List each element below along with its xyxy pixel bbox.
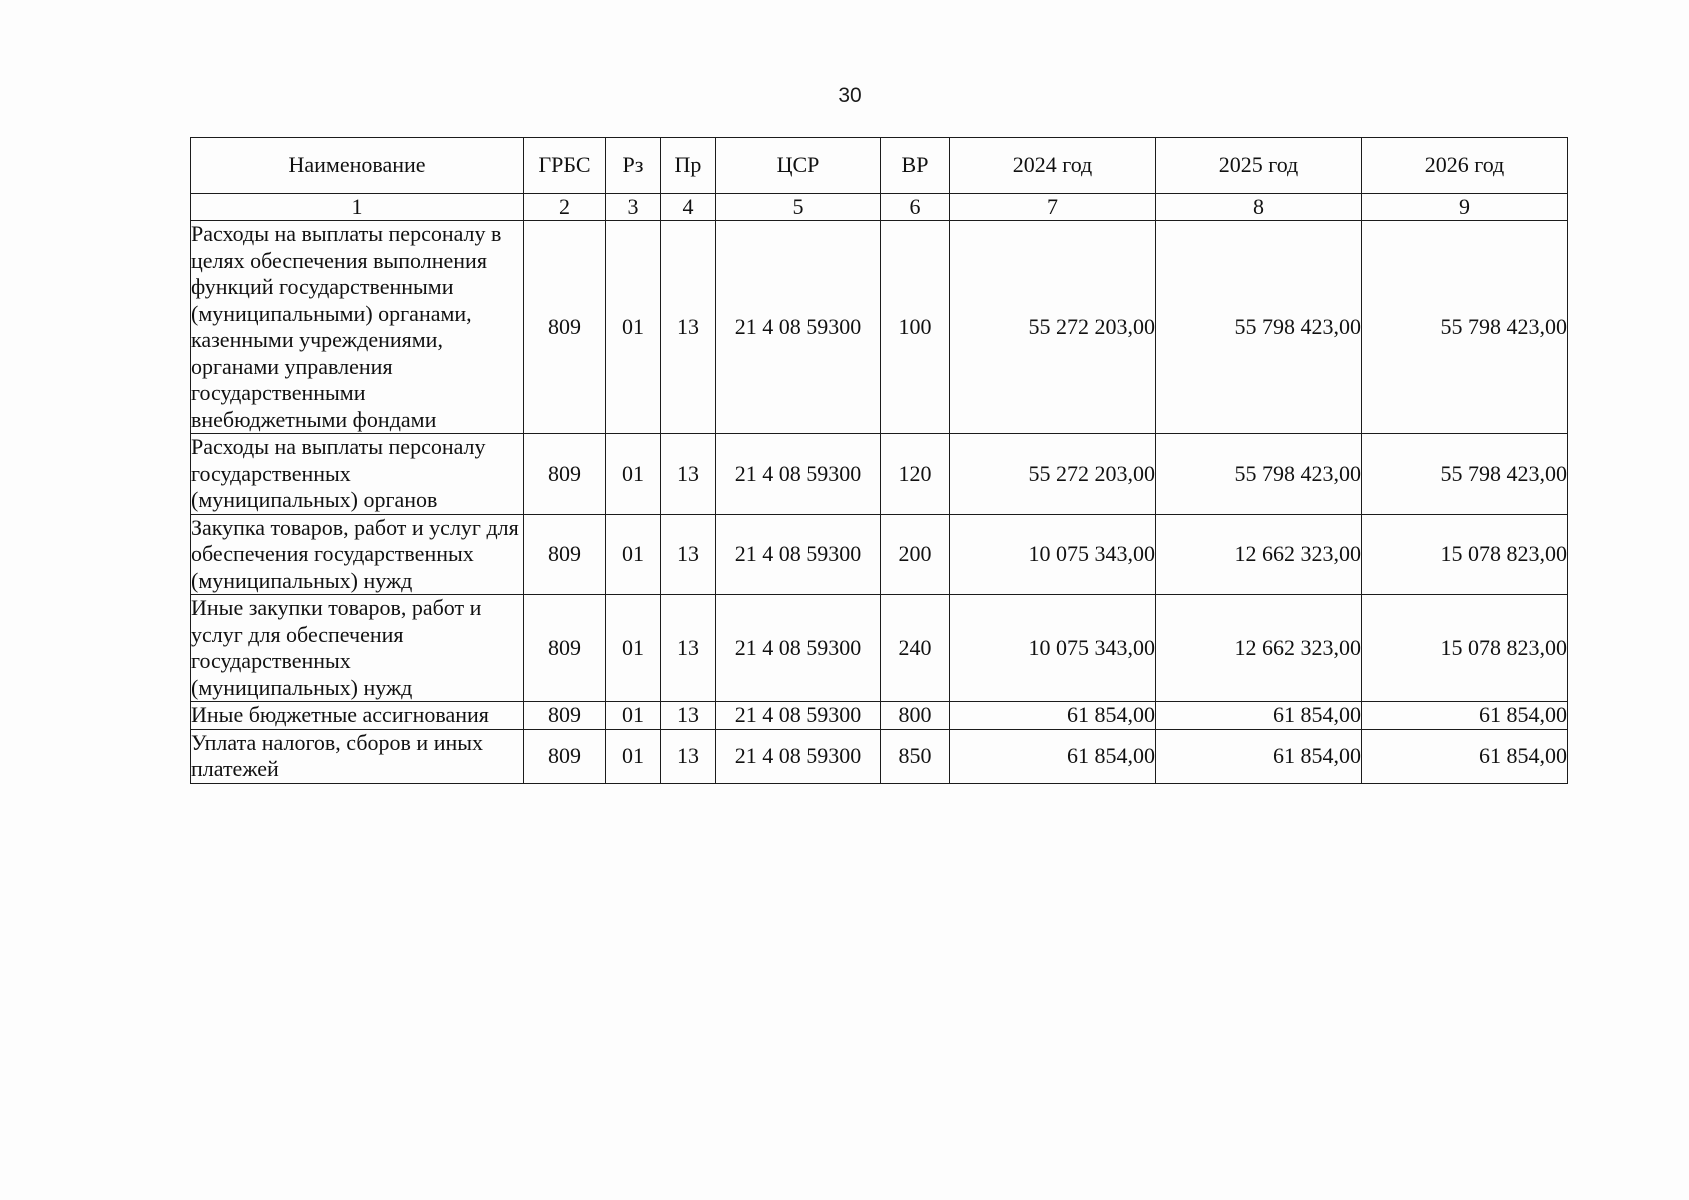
column-number: 6 [881, 194, 950, 221]
row-rz: 01 [606, 434, 661, 515]
column-number: 5 [716, 194, 881, 221]
page-number: 30 [838, 84, 862, 107]
row-amount-2025: 12 662 323,00 [1156, 595, 1362, 702]
row-pr: 13 [661, 729, 716, 783]
row-amount-2024: 61 854,00 [950, 729, 1156, 783]
column-number: 4 [661, 194, 716, 221]
column-number: 1 [191, 194, 524, 221]
table-row [191, 729, 1568, 783]
row-rz: 01 [606, 514, 661, 595]
row-amount-2025: 55 798 423,00 [1156, 434, 1362, 515]
row-name: Иные бюджетные ассигнования [191, 702, 524, 730]
table-row [191, 702, 1568, 730]
column-number: 2 [524, 194, 606, 221]
header-rz: Рз [606, 138, 661, 194]
row-pr: 13 [661, 702, 716, 730]
header-grbs: ГРБС [524, 138, 606, 194]
column-number: 3 [606, 194, 661, 221]
row-pr: 13 [661, 221, 716, 434]
row-csr: 21 4 08 59300 [716, 729, 881, 783]
row-amount-2025: 61 854,00 [1156, 729, 1362, 783]
row-vr: 100 [881, 221, 950, 434]
row-rz: 01 [606, 595, 661, 702]
row-vr: 800 [881, 702, 950, 730]
row-amount-2024: 10 075 343,00 [950, 514, 1156, 595]
row-vr: 120 [881, 434, 950, 515]
row-amount-2026: 55 798 423,00 [1362, 221, 1568, 434]
row-grbs: 809 [524, 434, 606, 515]
row-grbs: 809 [524, 702, 606, 730]
column-number: 8 [1156, 194, 1362, 221]
table-row [191, 221, 1568, 434]
table-row [191, 434, 1568, 515]
row-pr: 13 [661, 595, 716, 702]
header-pr: Пр [661, 138, 716, 194]
header-csr: ЦСР [716, 138, 881, 194]
row-csr: 21 4 08 59300 [716, 595, 881, 702]
header-vr: ВР [881, 138, 950, 194]
row-name: Закупка товаров, работ и услуг для обеспечения государственных (муниципальных) нужд [191, 514, 524, 595]
row-amount-2025: 12 662 323,00 [1156, 514, 1362, 595]
row-amount-2026: 15 078 823,00 [1362, 514, 1568, 595]
row-csr: 21 4 08 59300 [716, 434, 881, 515]
budget-table [190, 137, 1568, 784]
row-grbs: 809 [524, 221, 606, 434]
row-vr: 200 [881, 514, 950, 595]
row-csr: 21 4 08 59300 [716, 702, 881, 730]
row-rz: 01 [606, 702, 661, 730]
column-number: 7 [950, 194, 1156, 221]
row-amount-2026: 55 798 423,00 [1362, 434, 1568, 515]
header-2025: 2025 год [1156, 138, 1362, 194]
column-number: 9 [1362, 194, 1568, 221]
table-row [191, 595, 1568, 702]
row-csr: 21 4 08 59300 [716, 514, 881, 595]
row-amount-2026: 61 854,00 [1362, 702, 1568, 730]
row-name: Иные закупки товаров, работ и услуг для обеспечения государственных (муниципальных) нужд [191, 595, 524, 702]
row-pr: 13 [661, 434, 716, 515]
row-name: Расходы на выплаты персоналу в целях обеспечения выполнения функций государственными (муниципальными) органами, казенными учреждениями, органами управления государственными внебюджетными фондами [191, 221, 524, 434]
row-amount-2025: 61 854,00 [1156, 702, 1362, 730]
row-pr: 13 [661, 514, 716, 595]
header-row [191, 138, 1568, 194]
header-name: Наименование [191, 138, 524, 194]
header-2024: 2024 год [950, 138, 1156, 194]
row-vr: 240 [881, 595, 950, 702]
row-amount-2026: 61 854,00 [1362, 729, 1568, 783]
row-name: Уплата налогов, сборов и иных платежей [191, 729, 524, 783]
row-amount-2025: 55 798 423,00 [1156, 221, 1362, 434]
row-csr: 21 4 08 59300 [716, 221, 881, 434]
column-number-row [191, 194, 1568, 221]
table-row [191, 514, 1568, 595]
row-rz: 01 [606, 729, 661, 783]
row-rz: 01 [606, 221, 661, 434]
row-vr: 850 [881, 729, 950, 783]
row-amount-2024: 55 272 203,00 [950, 434, 1156, 515]
row-amount-2026: 15 078 823,00 [1362, 595, 1568, 702]
row-amount-2024: 55 272 203,00 [950, 221, 1156, 434]
row-grbs: 809 [524, 729, 606, 783]
row-grbs: 809 [524, 595, 606, 702]
row-amount-2024: 61 854,00 [950, 702, 1156, 730]
header-2026: 2026 год [1362, 138, 1568, 194]
row-grbs: 809 [524, 514, 606, 595]
row-name: Расходы на выплаты персоналу государственных (муниципальных) органов [191, 434, 524, 515]
row-amount-2024: 10 075 343,00 [950, 595, 1156, 702]
